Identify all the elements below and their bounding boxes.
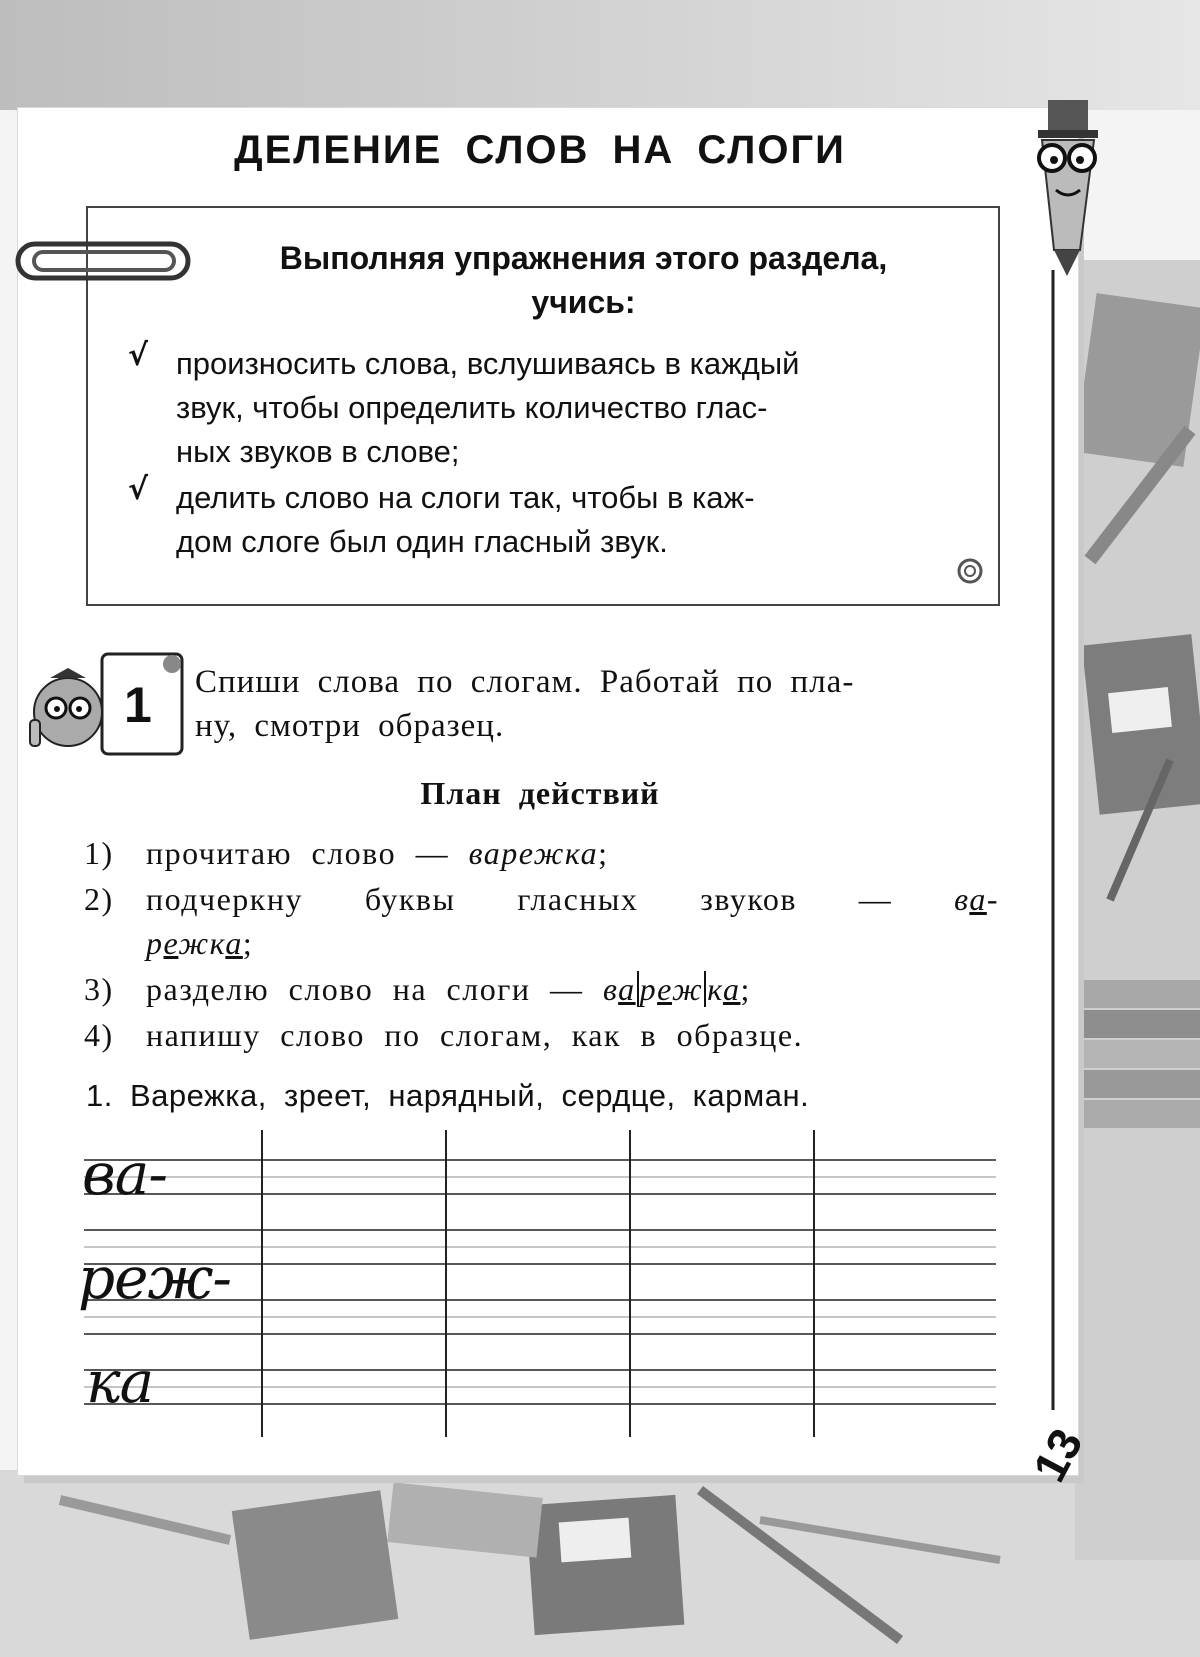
goal-item-2: делить слово на слоги так, чтобы в каж- дом слоге был один гласный звук. xyxy=(176,480,755,559)
goal-item-1: произносить слова, вслушиваясь в каждый звук, чтобы определить количество глас- ных звуков в слове; xyxy=(176,346,800,469)
page-title: ДЕЛЕНИЕ СЛОВ НА СЛОГИ xyxy=(234,128,846,172)
plan-step-2-cont: режка; xyxy=(146,925,254,961)
task-number: 1 xyxy=(124,677,152,733)
plan-title: План действий xyxy=(420,775,660,811)
sample-syllable-3: ка xyxy=(86,1348,154,1416)
plan-step-2: 2) подчеркну буквы гласных звуков — ва- xyxy=(84,881,999,917)
plan-step-4: 4) напишу слово по слогам, как в образце. xyxy=(84,1017,804,1053)
example-word: варежка xyxy=(468,835,599,871)
sample-syllable-2: реж- xyxy=(78,1244,231,1312)
page-number: 13 xyxy=(1022,1420,1093,1490)
example-word-underlined: ва- xyxy=(954,881,999,917)
exercise-words: 1. Варежка, зреет, нарядный, сердце, карман. xyxy=(86,1078,810,1113)
plan-step-3: 3) разделю слово на слоги — ва реж ка; xyxy=(84,971,751,1007)
plan-step-1: 1) прочитаю слово — варежка; xyxy=(84,835,609,871)
goals-heading-line2: учись: xyxy=(531,284,636,320)
checkmark-icon: √ xyxy=(128,472,149,507)
sample-syllable-1: ва- xyxy=(82,1140,167,1208)
checkmark-icon: √ xyxy=(128,338,149,373)
goals-heading-line1: Выполняя упражнения этого раздела, xyxy=(279,240,888,276)
page-number-badge xyxy=(1010,1400,1120,1510)
task-instruction: Спиши слова по слогам. Работай по пла- ну, смотри образец. xyxy=(195,664,855,744)
example-word-divided: ва реж ка xyxy=(602,971,741,1007)
